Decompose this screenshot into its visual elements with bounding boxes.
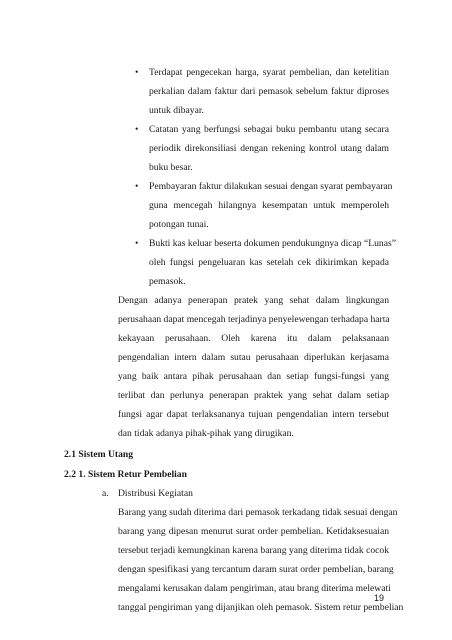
bullet-2-line-2: periodik direkonsiliasi dengan rekening kontrol utang dalam xyxy=(149,143,389,154)
paragraph-1-line-6: terlibat dan perlunya penerapan praktek yang sehat dalam setiap xyxy=(118,390,389,401)
section-heading-retur-pembelian: 2.2 1. Sistem Retur Pembelian xyxy=(64,469,187,480)
paragraph-1-line-2: perusahaan dapat mencegah terjadinya penyelewengan terhadapa harta xyxy=(118,314,390,325)
bullet-1-line-2: perkalian dalam faktur dari pemasok sebelum faktur diproses xyxy=(149,86,389,97)
paragraph-1-line-5: yang baik antara pihak perusahaan dan setiap fungsi-fungsi yang xyxy=(118,371,389,382)
paragraph-2-line-1: Barang yang sudah diterima dari pemasok terkadang tidak sesuai dengan xyxy=(118,507,398,518)
bullet-1-line-1: Terdapat pengecekan harga, syarat pembelian, dan ketelitian xyxy=(149,67,389,78)
paragraph-1-line-1: Dengan adanya penerapan pratek yang sehat dalam lingkungan xyxy=(118,295,389,306)
paragraph-1-line-4: pengendalian intern dalam sutau perusahaan diperlukan kerjasama xyxy=(118,352,389,363)
page-number: 19 xyxy=(374,593,385,603)
bullet-icon: • xyxy=(135,67,139,78)
item-a-label: Distribusi Kegiatan xyxy=(118,488,193,499)
bullet-3-line-2: guna mencegah hilangnya kesempatan untuk memperoleh xyxy=(149,200,389,211)
bullet-icon: • xyxy=(135,181,139,192)
section-heading-sistem-utang: 2.1 Sistem Utang xyxy=(64,449,134,460)
bullet-3-line-1: Pembayaran faktur dilakukan sesuai dengan syarat pembayaran xyxy=(149,181,393,192)
bullet-3-line-3: potongan tunai. xyxy=(149,219,209,230)
bullet-4-line-3: pemasok. xyxy=(149,276,186,287)
bullet-2-line-1: Catatan yang berfungsi sebagai buku pembantu utang secara xyxy=(149,124,389,135)
bullet-4-line-2: oleh fungsi pengeluaran kas setelah cek dikirimkan kepada xyxy=(149,257,389,268)
paragraph-2-line-4: dengan spesifikasi yang tercantum daram surat order pembelian, barang xyxy=(118,564,394,575)
paragraph-2-line-2: barang yang dipesan menurut surat order pembelian. Ketidaksesuaian xyxy=(118,526,389,537)
paragraph-2-line-5: mengalami kerusakan dalam pengiriman, atau brang diterima melewati xyxy=(118,583,391,594)
bullet-icon: • xyxy=(135,238,139,249)
paragraph-2-line-6: tanggal pengiriman yang dijanjikan oleh pemasok. Sistem retur pembelian xyxy=(118,602,404,613)
list-marker-a: a. xyxy=(102,488,109,499)
paragraph-1-line-7: fungsi agar dapat terlaksananya tujuan pengendalian intern tersebut xyxy=(118,409,389,420)
bullet-2-line-3: buku besar. xyxy=(149,162,193,173)
paragraph-2-line-3: tersebut terjadi kemungkinan karena barang yang diterima tidak cocok xyxy=(118,545,389,556)
paragraph-1-line-3: kekayaan perusahaan. Oleh karena itu dalam pelaksanaan xyxy=(118,333,389,344)
bullet-icon: • xyxy=(135,124,139,135)
bullet-1-line-3: untuk dibayar. xyxy=(149,105,204,116)
bullet-4-line-1: Bukti kas keluar beserta dokumen pendukungnya dicap “Lunas” xyxy=(149,238,396,249)
paragraph-1-line-8: dan tidak adanya pihak-pihak yang dirugikan. xyxy=(118,428,294,439)
